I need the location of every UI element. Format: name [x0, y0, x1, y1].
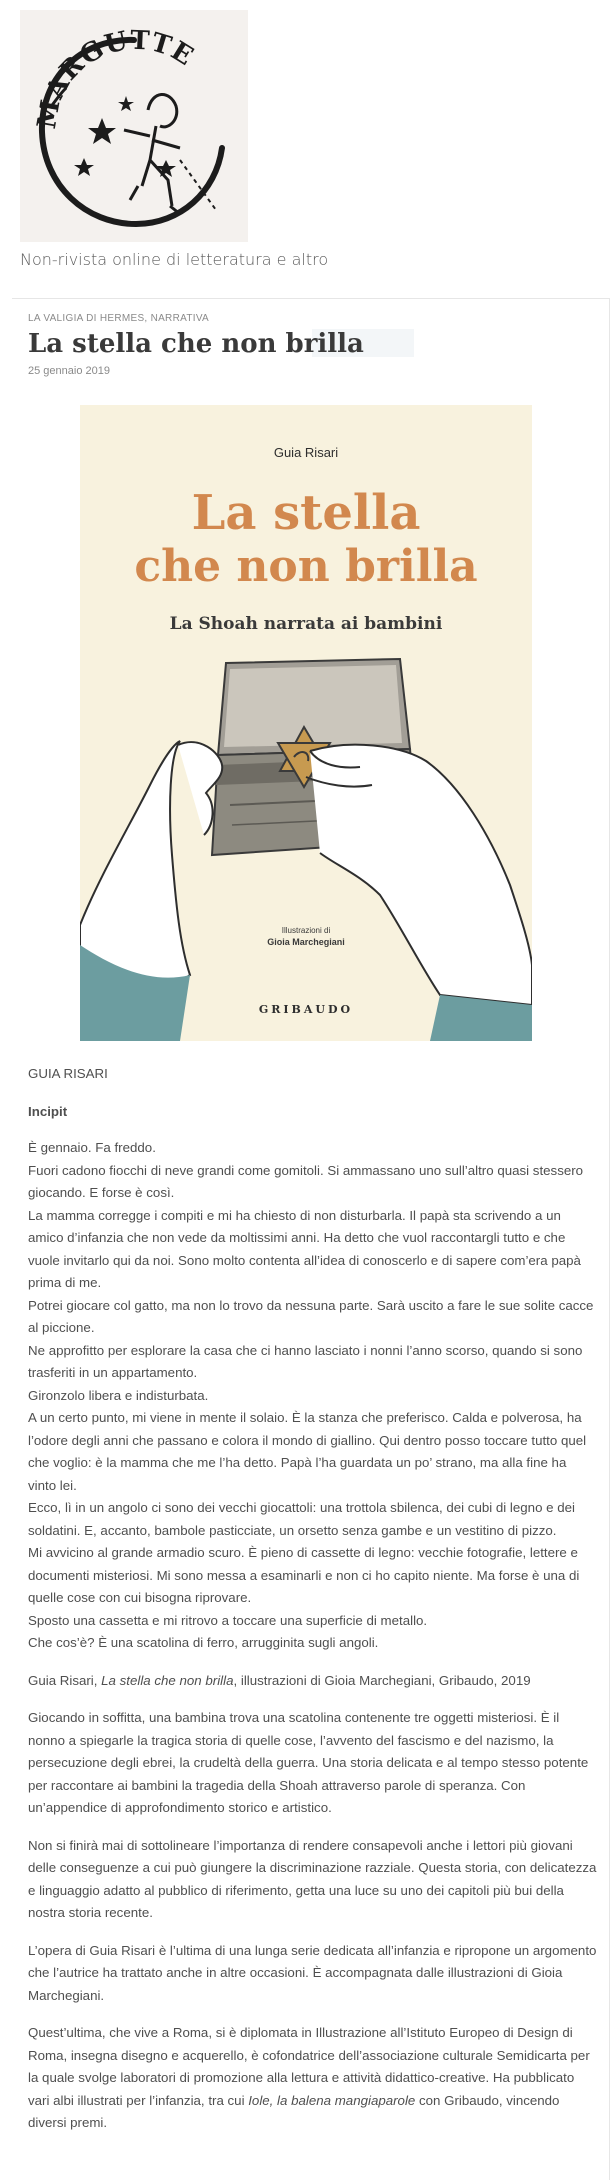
incipit-line: È gennaio. Fa freddo.	[28, 1140, 156, 1155]
incipit-line: A un certo punto, mi viene in mente il solaio. È la stanza che preferisco. Calda e polverosa, ha l’odore degli anni che passano e colora il mondo di giallino. Qui dentro posso toccare tutto quel che voglio: è la mamma che me l’ha detto. Papà l’ha guardata un po’ strano, ma alla fine ha vinto lei.	[28, 1410, 587, 1493]
post-article	[12, 298, 610, 2180]
incipit-line: Ne approfitto per esplorare la casa che ci hanno lasciato i nonni l’anno scorso, quando si sono trasferiti in un appartamento.	[28, 1342, 583, 1380]
incipit-line: Mi avvicino al grande armadio scuro. È pieno di cassette di legno: vecchie fotografie, lettere e documenti misteriosi. Mi sono messa a esaminarli e non ci ho capito niente. Ma forse è una di quelle cose con cui bisogna riprovare.	[28, 1545, 580, 1605]
post-categories[interactable]: LA VALIGIA DI HERMES, NARRATIVA	[28, 313, 210, 324]
body-paragraph: L’opera di Guia Risari è l’ultima di una lunga serie dedicata all’infanzia e ripropone un argomento che l’autrice ha trattato anche in altre occasioni. È accompagnata dalle illustrazioni di Gioia Marchegiani.	[28, 1942, 597, 2003]
book-cover-image	[80, 405, 532, 1041]
cover-illustrator: Gioia Marchegiani	[267, 937, 345, 947]
svg-text:MARGUTTE	[32, 26, 199, 131]
cover-author: Guia Risari	[273, 445, 339, 460]
book-ref-suffix: , illustrazioni di Gioia Marchegiani, Gribaudo, 2019	[233, 1672, 531, 1688]
book-ref-title: La stella che non brilla	[101, 1672, 234, 1688]
book-reference	[28, 1670, 598, 1693]
book-ref-prefix: Guia Risari,	[28, 1672, 102, 1688]
author-heading: GUIA RISARI	[28, 1066, 108, 1081]
cover-title-line1: La stella	[191, 485, 421, 541]
margutte-logo-icon	[20, 10, 248, 242]
body-paragraph: Non si finirà mai di sottolineare l’importanza di rendere consapevoli anche i lettori più giovani delle conseguenze a cui può giungere la discriminazione razziale. Questa storia, con delicatezza e linguaggio adatto al pubblico di riferimento, getta una luce su uno dei capitoli più bui della nostra storia recente.	[28, 1837, 597, 1920]
incipit-heading: Incipit	[28, 1103, 68, 1119]
incipit-line: Gironzolo libera e indisturbata.	[28, 1387, 209, 1403]
cover-title-line2: che non brilla	[134, 541, 478, 592]
post-content	[28, 1063, 598, 2150]
last-text-after: con Gribaudo, vincendo diversi premi.	[28, 2092, 560, 2130]
body-paragraph-last	[28, 2022, 598, 2135]
site-tagline: Non-rivista online di letteratura e altro	[20, 250, 329, 269]
incipit-line: La mamma corregge i compiti e mi ha chiesto di non disturbarla. Il papà sta scrivendo a un amico d’infanzia che non vede da moltissimi anni. Ha detto che vuol raccontargli tutto e che vuole invitarlo qui da noi. Sono molto contenta all’idea di conoscerlo e di sapere com’era papà prima di me.	[28, 1207, 581, 1290]
incipit-line: Fuori cadono fiocchi di neve grandi come gomitoli. Si ammassano uno sull’altro quasi stessero giocando. E forse è così.	[28, 1162, 584, 1200]
last-text-before: Quest’ultima, che vive a Roma, si è diplomata in Illustrazione all’Istituto Europeo di Design di Roma, insegna disegno e acquerello, è cofondatrice dell’associazione culturale Semidicarta per la quale svolge laboratori di promozione alla lettura e attività didattico-creative. Ha pubblicato vari albi illustrati per l’infanzia, tra cui	[28, 2025, 590, 2108]
site-header	[0, 0, 610, 290]
cover-publisher: GRIBAUDO	[258, 1003, 354, 1016]
incipit-line: Ecco, lì in un angolo ci sono dei vecchi giocattoli: una trottola sbilenca, dei cubi di legno e dei soldatini. E, accanto, bambole pasticciate, un orsetto senza gambe e un vestitino di pizzo.	[28, 1500, 575, 1538]
site-logo[interactable]	[20, 10, 248, 242]
logo-text: MARGUTTE	[31, 25, 199, 132]
cover-subtitle: La Shoah narrata ai bambini	[169, 614, 443, 634]
incipit-text	[28, 1137, 598, 1655]
post-title[interactable]: La stella che non brilla	[28, 329, 364, 359]
incipit-line: Potrei giocare col gatto, ma non lo trovo da nessuna parte. Sarà uscito a fare le sue solite cacce al piccione.	[28, 1297, 594, 1335]
incipit-line: Sposto una cassetta e mi ritrovo a toccare una superficie di metallo.	[28, 1612, 428, 1628]
post-date[interactable]: 25 gennaio 2019	[28, 365, 110, 377]
body-paragraph: Giocando in soffitta, una bambina trova una scatolina contenente tre oggetti misteriosi. È il nonno a spiegarle la tragica storia di quelle cose, l’avvento del fascismo e del nazismo, la persecuzione degli ebrei, la crudeltà della guerra. Una storia delicata e al tempo stesso potente per raccontare ai bambini la tragedia della Shoah attraverso parole di speranza. Con un’appendice di approfondimento storico e artistico.	[28, 1710, 589, 1815]
cover-illustrations-label: Illustrazioni di	[281, 926, 331, 935]
last-em-title: Iole, la balena mangiaparole	[248, 2092, 416, 2108]
incipit-line: Che cos’è? È una scatolina di ferro, arrugginita sugli angoli.	[28, 1635, 379, 1650]
